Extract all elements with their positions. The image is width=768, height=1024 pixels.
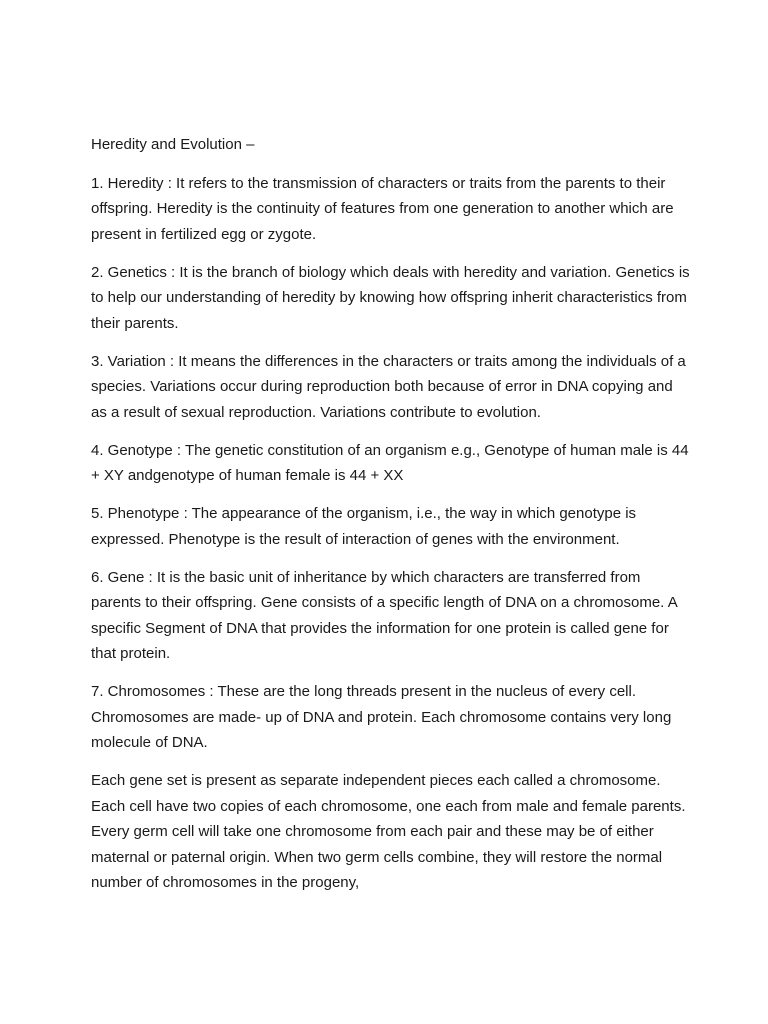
paragraph-heredity: 1. Heredity : It refers to the transmission of characters or traits from the parents to their offspring. Heredity is the continuity of features from one generation to another which are present in fertilized egg or zygote. bbox=[91, 174, 674, 243]
paragraph-phenotype: 5. Phenotype : The appearance of the organism, i.e., the way in which genotype is expressed. Phenotype is the result of interaction of genes with the environment. bbox=[91, 505, 637, 548]
paragraph-gene: 6. Gene : It is the basic unit of inheritance by which characters are transferred from parents to their offspring. Gene consists of a specific length of DNA on a chromosome. A specific Segment of DNA that provides the information for one protein is called gene for that protein. bbox=[91, 568, 677, 662]
paragraph-variation: 3. Variation : It means the differences in the characters or traits among the individuals of a species. Variations occur during reproduction both because of error in DNA copying and as a result of sexual reproduction. Variations contribute to evolution. bbox=[91, 352, 686, 421]
document-body bbox=[91, 132, 691, 908]
paragraph-genotype: 4. Genotype : The genetic constitution of an organism e.g., Genotype of human male is 44 + XY andgenotype of human female is 44 + XX bbox=[91, 441, 689, 484]
document-title: Heredity and Evolution – bbox=[91, 136, 255, 153]
paragraph-chromosomes: 7. Chromosomes : These are the long threads present in the nucleus of every cell. Chromosomes are made- up of DNA and protein. Each chromosome contains very long molecule of DNA. bbox=[91, 683, 672, 751]
paragraph-genetics: 2. Genetics : It is the branch of biology which deals with heredity and variation. Genetics is to help our understanding of heredity by knowing how offspring inherit characteristics from their parents. bbox=[91, 263, 690, 332]
paragraph-gene-set: Each gene set is present as separate independent pieces each called a chromosome. Each cell have two copies of each chromosome, one each from male and female parents. Every germ cell will take one chromosome from each pair and these may be of either maternal or paternal origin. When two germ cells combine, they will restore the normal number of chromosomes in the progeny, bbox=[91, 772, 686, 891]
